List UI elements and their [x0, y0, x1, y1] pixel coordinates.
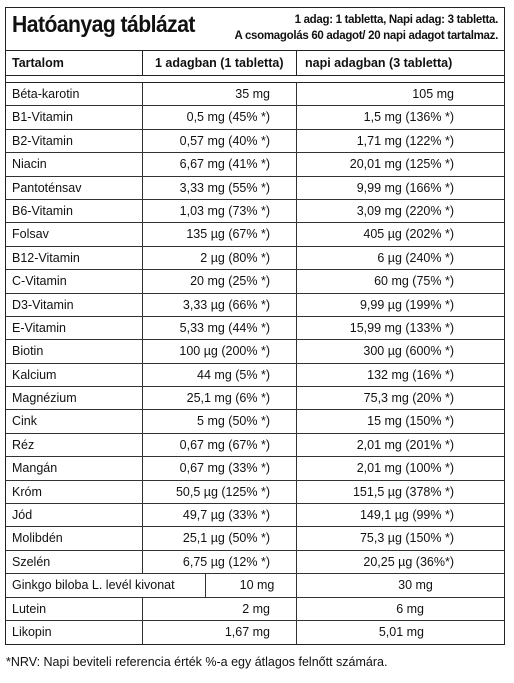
per-serving-value: 100 µg (200% *)	[143, 340, 297, 362]
table-body	[6, 83, 504, 644]
table-row	[6, 223, 504, 246]
per-serving-value: 0,67 mg (67% *)	[143, 434, 297, 456]
per-serving-value: 3,33 µg (66% *)	[143, 294, 297, 316]
table-row	[6, 270, 504, 293]
table-row	[6, 527, 504, 550]
ingredient-name: D3-Vitamin	[6, 294, 143, 316]
table-row	[6, 317, 504, 340]
ingredient-name: Mangán	[6, 457, 143, 479]
per-day-value: 1,71 mg (122% *)	[356, 133, 454, 148]
table-row	[6, 153, 504, 176]
per-serving-value: 0,67 mg (33% *)	[143, 457, 297, 479]
per-day-value: 30 mg	[398, 578, 433, 593]
column-header-row	[6, 51, 504, 76]
per-serving-value: 6,67 mg (41% *)	[143, 153, 297, 175]
per-day-value: 15,99 mg (133% *)	[349, 320, 454, 335]
ingredient-name: Szelén	[6, 551, 143, 573]
per-day-value: 6 mg	[396, 601, 424, 616]
per-day-value: 105 mg	[412, 87, 454, 101]
per-serving-value: 50,5 µg (125% *)	[143, 481, 297, 503]
ingredient-name: Kalcium	[6, 364, 143, 386]
table-row	[6, 247, 504, 270]
ingredient-name: Réz	[6, 434, 143, 456]
table-row	[6, 106, 504, 129]
per-serving-value: 2 mg	[143, 598, 297, 620]
per-serving-value: 20 mg (25% *)	[143, 270, 297, 292]
package-info: A csomagolás 60 adagot/ 20 napi adagot tartalmaz.	[234, 30, 498, 42]
ingredient-name: Cink	[6, 410, 143, 432]
ingredient-name: Niacin	[6, 153, 143, 175]
per-day-value: 2,01 mg (201% *)	[356, 437, 454, 452]
ingredient-name: Molibdén	[6, 527, 143, 549]
ingredient-name: E-Vitamin	[6, 317, 143, 339]
footnote: *NRV: Napi beviteli referencia érték %-a egy átlagos felnőtt számára.	[6, 655, 388, 669]
table-row	[6, 457, 504, 480]
ingredient-name: Króm	[6, 481, 143, 503]
ingredient-name: B12-Vitamin	[6, 247, 143, 269]
per-day-value: 1,5 mg (136% *)	[363, 110, 454, 125]
per-serving-value: 3,33 mg (55% *)	[143, 177, 297, 199]
per-serving-value: 44 mg (5% *)	[143, 364, 297, 386]
ingredient-name: Béta-karotin	[6, 83, 143, 105]
per-day-value: 15 mg (150% *)	[367, 414, 454, 429]
nutrition-table	[5, 7, 505, 645]
ingredient-name: Pantoténsav	[6, 177, 143, 199]
ingredient-name: Biotin	[6, 340, 143, 362]
header-spacer	[6, 76, 504, 83]
table-row	[6, 621, 504, 644]
ingredient-name: B6-Vitamin	[6, 200, 143, 222]
table-row	[6, 481, 504, 504]
ingredient-name: Magnézium	[6, 387, 143, 409]
ingredient-name: Lutein	[6, 598, 143, 620]
per-day-value: 2,01 mg (100% *)	[356, 461, 454, 476]
per-day-value: 300 µg (600% *)	[363, 344, 454, 359]
table-row	[6, 551, 504, 574]
per-serving-value: 5,33 mg (44% *)	[143, 317, 297, 339]
table-row	[6, 177, 504, 200]
per-serving-value: 25,1 mg (6% *)	[143, 387, 297, 409]
per-day-value: 75,3 mg (20% *)	[363, 391, 454, 406]
ingredient-name: B1-Vitamin	[6, 106, 143, 128]
ingredient-name: B2-Vitamin	[6, 130, 143, 152]
per-serving-value: 35 mg	[143, 83, 297, 105]
table-title: Hatóanyag táblázat	[12, 11, 195, 37]
per-day-value: 20,01 mg (125% *)	[349, 157, 454, 172]
per-day-value: 6 µg (240% *)	[377, 250, 454, 265]
serving-info: 1 adag: 1 tabletta, Napi adag: 3 tabletta.	[294, 14, 498, 26]
per-serving-value: 0,57 mg (40% *)	[143, 130, 297, 152]
per-day-value: 151,5 µg (378% *)	[352, 484, 454, 499]
per-serving-value: 1,03 mg (73% *)	[143, 200, 297, 222]
per-day-value: 9,99 mg (166% *)	[356, 180, 454, 195]
table-row	[6, 598, 504, 621]
table-row	[6, 410, 504, 433]
per-day-value: 5,01 mg	[378, 624, 424, 639]
per-day-value: 132 mg (16% *)	[367, 367, 454, 382]
column-header-per-serving: 1 adagban (1 tabletta)	[143, 51, 297, 75]
per-day-value: 9,99 µg (199% *)	[359, 297, 454, 312]
table-row	[6, 434, 504, 457]
per-serving-value: 135 µg (67% *)	[143, 223, 297, 245]
per-serving-value: 0,5 mg (45% *)	[143, 106, 297, 128]
per-serving-value: 5 mg (50% *)	[143, 410, 297, 432]
per-day-value: 20,25 µg (36%*)	[363, 554, 454, 569]
table-row	[6, 340, 504, 363]
per-day-value: 149,1 µg (99% *)	[359, 508, 454, 523]
table-row	[6, 83, 504, 106]
table-row	[6, 200, 504, 223]
ingredient-name: C-Vitamin	[6, 270, 143, 292]
table-row	[6, 364, 504, 387]
table-row	[6, 504, 504, 527]
per-serving-value: 6,75 µg (12% *)	[143, 551, 297, 573]
column-header-content: Tartalom	[6, 51, 143, 75]
title-row	[6, 8, 504, 51]
per-day-value: 405 µg (202% *)	[363, 227, 454, 242]
ingredient-name: Ginkgo biloba L. levél kivonat	[6, 574, 206, 596]
per-day-value: 60 mg (75% *)	[374, 274, 454, 289]
per-day-value: 3,09 mg (220% *)	[356, 203, 454, 218]
ingredient-name: Jód	[6, 504, 143, 526]
column-header-per-day: napi adagban (3 tabletta)	[305, 56, 453, 70]
ingredient-name: Folsav	[6, 223, 143, 245]
per-serving-value: 49,7 µg (33% *)	[143, 504, 297, 526]
table-row	[6, 294, 504, 317]
per-day-value: 75,3 µg (150% *)	[359, 531, 454, 546]
per-serving-value: 1,67 mg	[143, 621, 297, 644]
ingredient-name: Likopin	[6, 621, 143, 644]
per-serving-value: 25,1 µg (50% *)	[143, 527, 297, 549]
per-serving-value: 10 mg	[206, 574, 297, 596]
per-serving-value: 2 µg (80% *)	[143, 247, 297, 269]
table-row	[6, 130, 504, 153]
table-row	[6, 387, 504, 410]
table-row	[6, 574, 504, 597]
